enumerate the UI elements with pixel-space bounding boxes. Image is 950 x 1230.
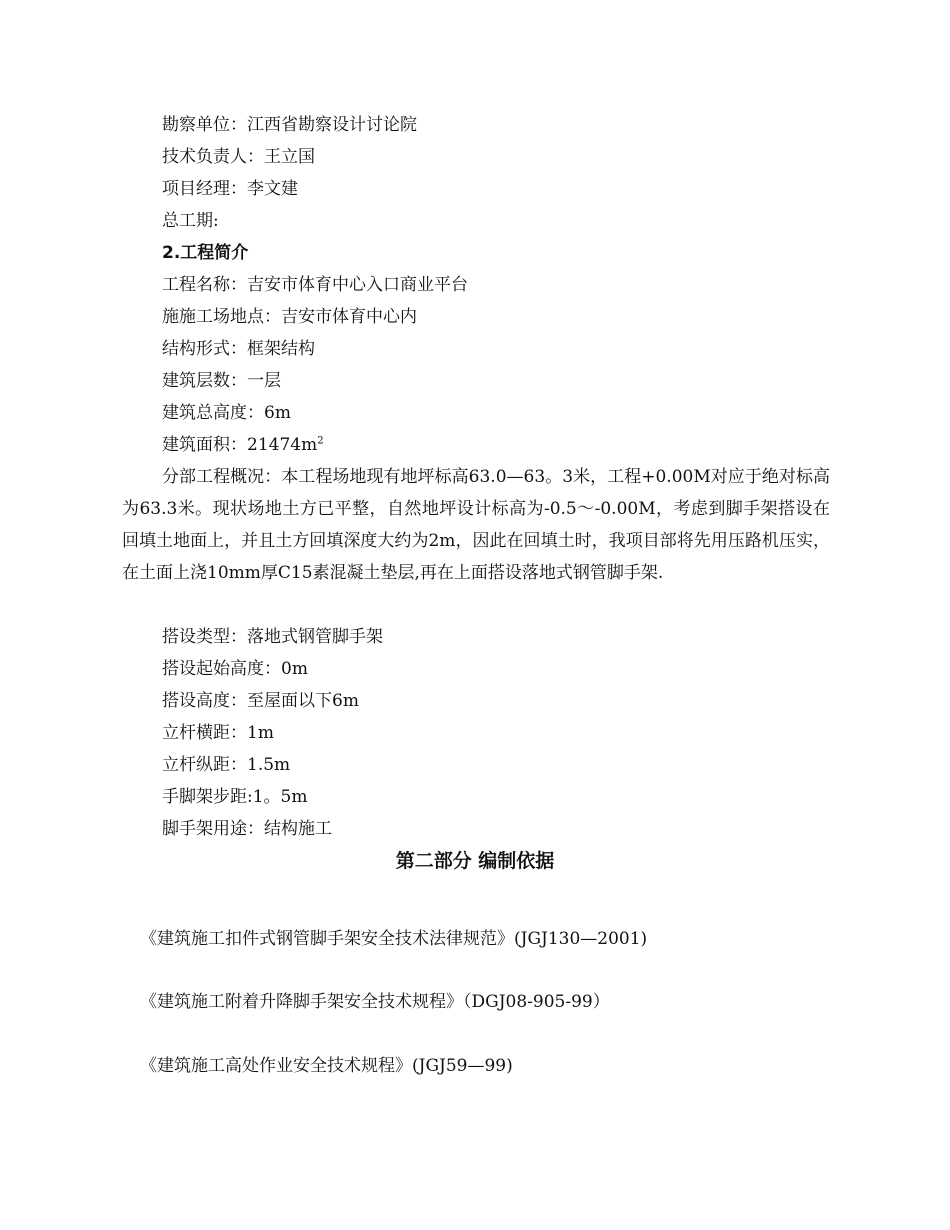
reference-item: 《建筑施工扣件式钢管脚手架安全技术法律规范》(JGJ130—2001) <box>140 929 648 949</box>
total-height-line: 建筑总高度：6m <box>162 403 291 423</box>
start-height-line: 搭设起始高度：0m <box>162 659 308 679</box>
project-name-line: 工程名称：吉安市体育中心入口商业平台 <box>162 275 468 295</box>
building-area-line <box>162 434 324 456</box>
section-two-title: 第二部分 编制依据 <box>395 850 555 872</box>
area-unit-superscript: 2 <box>317 435 324 447</box>
site-location-line: 施施工场地点：吉安市体育中心内 <box>162 307 417 327</box>
pole-lateral-spacing-line: 立杆横距：1m <box>162 723 274 743</box>
tech-lead-line: 技术负责人：王立国 <box>162 147 315 167</box>
total-duration-line: 总工期: <box>162 211 219 231</box>
structure-form-line: 结构形式：框架结构 <box>162 339 315 359</box>
survey-unit-line: 勘察单位：江西省勘察设计讨论院 <box>162 115 417 135</box>
erect-height-line: 搭设高度：至屋面以下6m <box>162 691 359 711</box>
step-distance-line: 手脚架步距:1。5m <box>162 787 308 807</box>
reference-item: 《建筑施工高处作业安全技术规程》(JGJ59—99) <box>140 1056 513 1076</box>
pole-longitudinal-spacing-line: 立杆纵距：1.5m <box>162 755 291 775</box>
sub-project-description: 分部工程概况：本工程场地现有地坪标高63.0—63。3米，工程+0.00M对应于绝对标高为63.3米。现状场地土方已平整，自然地坪设计标高为-0.5～-0.00M，考虑到脚手架搭设在回填土地面上，并且土方回填深度大约为2m，因此在回填土时，我项目部将先用压路机压实，在土面上浇10mm厚C15素混凝土垫层,再在上面搭设落地式钢管脚手架. <box>122 467 830 583</box>
project-manager-line: 项目经理：李文建 <box>162 179 298 199</box>
reference-item: 《建筑施工附着升降脚手架安全技术规程》（DGJ08-905-99） <box>140 992 610 1012</box>
erect-type-line: 搭设类型：落地式钢管脚手架 <box>162 627 383 647</box>
scaffold-purpose-line: 脚手架用途：结构施工 <box>162 819 332 839</box>
floors-line: 建筑层数：一层 <box>162 371 281 391</box>
project-overview-heading: 2.工程简介 <box>162 243 249 263</box>
building-area-text: 建筑面积：21474m <box>162 435 318 455</box>
